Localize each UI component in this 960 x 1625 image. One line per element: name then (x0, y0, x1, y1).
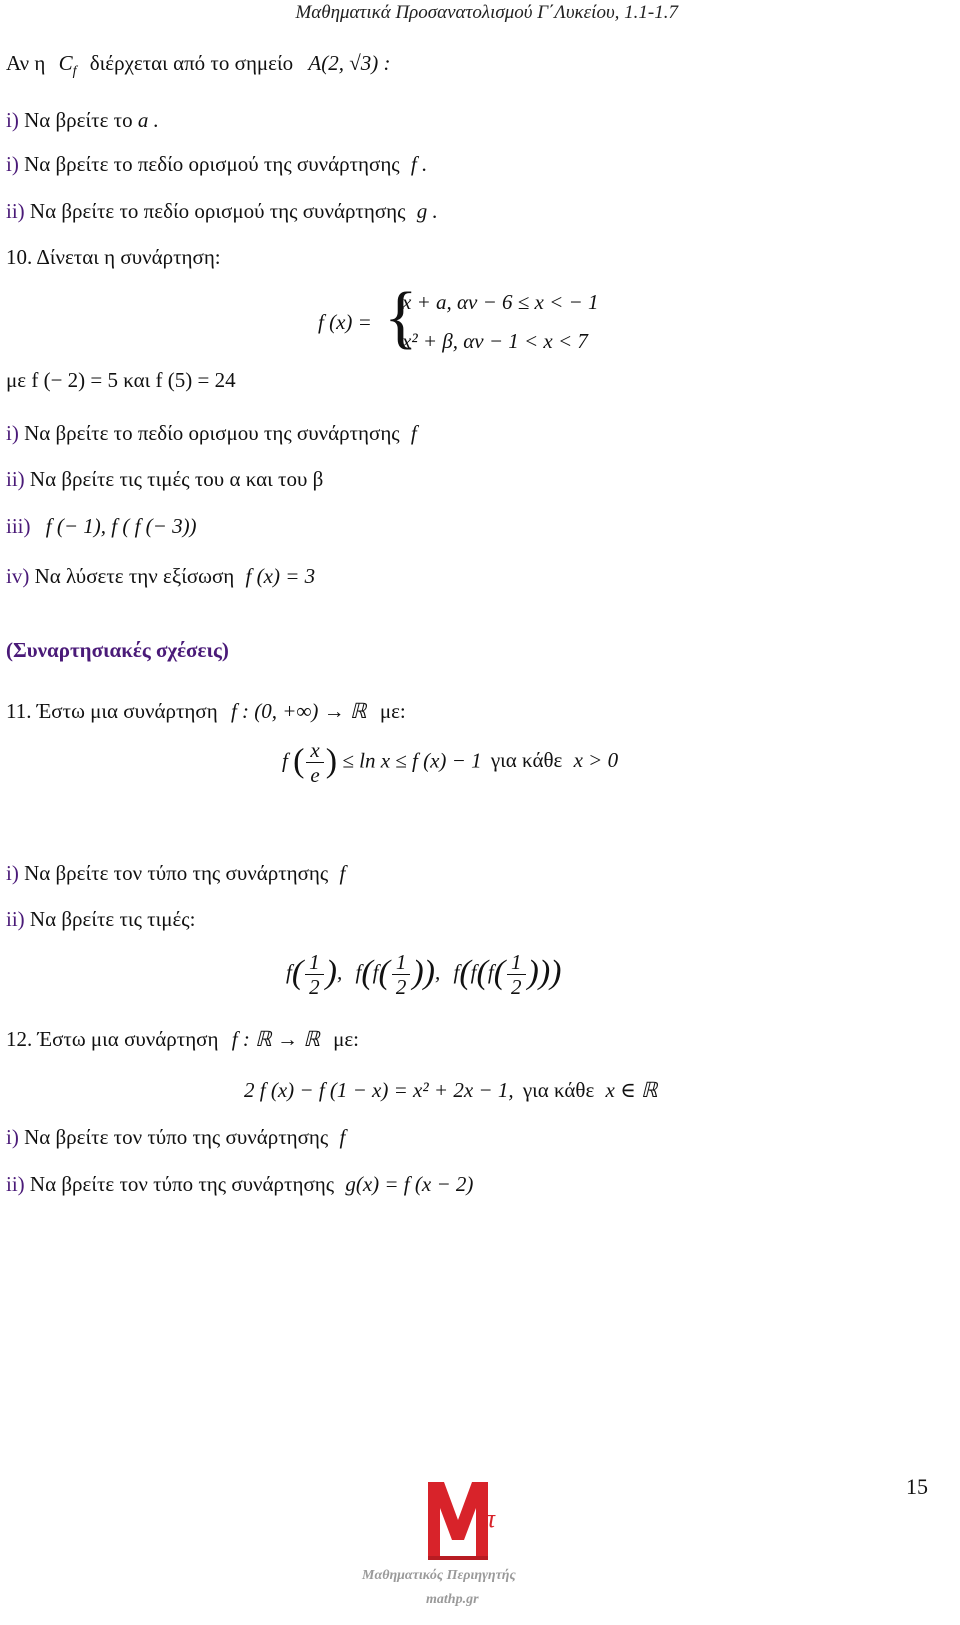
p11-ineq-for: για κάθε (490, 748, 563, 773)
p11-question-2 (6, 906, 195, 932)
p12-intro-text: Έστω μια συνάρτηση (37, 1027, 219, 1051)
p9-intro-a: Αν η (6, 51, 46, 75)
p11-inequality (282, 738, 618, 787)
p10-question-2 (6, 466, 323, 492)
p11-q1-label: i) (6, 861, 19, 885)
p12-intro-end: με: (333, 1027, 359, 1051)
p12-q2-label: ii) (6, 1172, 25, 1196)
p10-number: 10. (6, 245, 33, 269)
p10-condition: με f (− 2) = 5 και f (5) = 24 (6, 368, 236, 392)
logo-pi: π (482, 1504, 496, 1533)
p10-function-lhs: f (x) = (318, 310, 372, 334)
p10-q4-text: Να λύσετε την εξίσωση (34, 564, 235, 588)
p10-q1-text: Να βρείτε το πεδίο ορισμου της συνάρτησης (24, 421, 400, 445)
p12-def: f : ℝ → ℝ (231, 1027, 320, 1051)
p11-intro (6, 698, 406, 724)
p12-intro (6, 1026, 359, 1052)
p9-q3-label: ii) (6, 199, 25, 223)
p12-eq-for: για κάθε (522, 1078, 595, 1102)
logo (360, 1470, 540, 1620)
p10-q4-label: iv) (6, 564, 30, 588)
p9-q1-text: Να βρείτε το (24, 108, 133, 132)
p11-val1: f( $\frac{1}{2}$ ), (286, 950, 343, 999)
p12-q2-text: Να βρείτε τον τύπο της συνάρτησης (29, 1172, 335, 1196)
p9-q2-label: i) (6, 152, 19, 176)
p9-point: A(2, √3) : (308, 51, 391, 75)
p11-intro-end: με: (379, 699, 406, 723)
p11-question-1 (6, 860, 345, 886)
p10-intro (6, 244, 221, 270)
p11-val3: f(f(f( $\frac{1}{2}$ ))) (453, 950, 562, 999)
p11-paren-close: ) (325, 742, 338, 780)
p9-q3-text: Να βρείτε το πεδίο ορισμού της συνάρτησης (29, 199, 406, 223)
p11-frac-num: x (306, 738, 323, 763)
p11-ineq-rest: ≤ ln x ≤ f (x) − 1 (342, 748, 482, 773)
p9-question-2 (6, 151, 427, 177)
p9-cf: $C_f$ (58, 51, 77, 80)
p9-q1-var: a . (137, 108, 159, 132)
p12-q1-label: i) (6, 1125, 19, 1149)
p11-val2: f(f( $\frac{1}{2}$ )), (355, 950, 441, 999)
p10-q2-label: ii) (6, 467, 25, 491)
p12-q1-var: f (339, 1125, 346, 1149)
section-title: (Συναρτησιακές σχέσεις) (6, 638, 229, 662)
p11-ineq-cond: x > 0 (573, 748, 619, 773)
p11-q1-var: f (339, 861, 346, 885)
p11-frac-den: e (310, 763, 320, 787)
p10-question-3 (6, 513, 197, 539)
p9-q1-label: i) (6, 108, 19, 132)
logo-caption: Μαθηματικός Περιηγητής (362, 1568, 516, 1583)
p11-intro-text: Έστω μια συνάρτηση (36, 699, 218, 723)
p11-fraction (306, 738, 323, 787)
p9-question-1 (6, 107, 159, 133)
p11-q2-text: Να βρείτε τις τιμές: (29, 907, 196, 931)
p12-eq: 2 f (x) − f (1 − x) = x² + 2x − 1, (244, 1078, 514, 1102)
p12-q1-text: Να βρείτε τον τύπο της συνάρτησης (24, 1125, 329, 1149)
p10-question-4 (6, 563, 315, 589)
p10-question-1 (6, 420, 417, 446)
p9-q3-var: g . (416, 199, 438, 223)
p11-q2-label: ii) (6, 907, 25, 931)
p10-q4-expr: f (x) = 3 (245, 564, 316, 588)
p11-paren-open: ( (293, 742, 305, 780)
p12-question-1 (6, 1124, 345, 1150)
p12-eq-cond: x ∈ ℝ (605, 1078, 658, 1102)
p10-q1-var: f (410, 421, 417, 445)
p10-intro-text: Δίνεται η συνάρτηση: (36, 245, 221, 269)
p10-q2-text: Να βρείτε τις τιμές του α και του β (29, 467, 324, 491)
p11-def: f : (0, +∞) → ℝ (230, 699, 367, 723)
p10-case-2: x² + β, αν − 1 < x < 7 (402, 329, 588, 353)
p10-q3-label: iii) (6, 514, 31, 538)
p12-number: 12. (6, 1027, 33, 1051)
running-header: Μαθηματικά Προσανατολισμού Γ΄Λυκείου, 1.1-1.7 (295, 2, 678, 23)
p9-q2-var: f . (410, 152, 428, 176)
p10-q3-expr: f (− 1), f ( f (− 3)) (45, 514, 197, 538)
p11-ineq-f: f (282, 748, 288, 773)
p10-cases-brace: { (384, 279, 418, 356)
p11-values (286, 950, 561, 999)
page-number: 15 (906, 1474, 928, 1499)
p11-q1-text: Να βρείτε τον τύπο της συνάρτησης (24, 861, 329, 885)
p9-intro-b: διέρχεται από το σημείο (89, 51, 294, 75)
p9-intro-line (6, 50, 391, 85)
logo-site: mathp.gr (426, 1592, 479, 1607)
p10-q1-label: i) (6, 421, 19, 445)
p12-equation (244, 1077, 658, 1103)
p12-q2-expr: g(x) = f (x − 2) (345, 1172, 474, 1196)
p9-q2-text: Να βρείτε το πεδίο ορισμού της συνάρτησης (24, 152, 400, 176)
p11-number: 11. (6, 699, 32, 723)
p12-question-2 (6, 1171, 473, 1197)
p9-question-3 (6, 198, 438, 224)
p10-case-1: x + a, αν − 6 ≤ x < − 1 (402, 290, 599, 314)
